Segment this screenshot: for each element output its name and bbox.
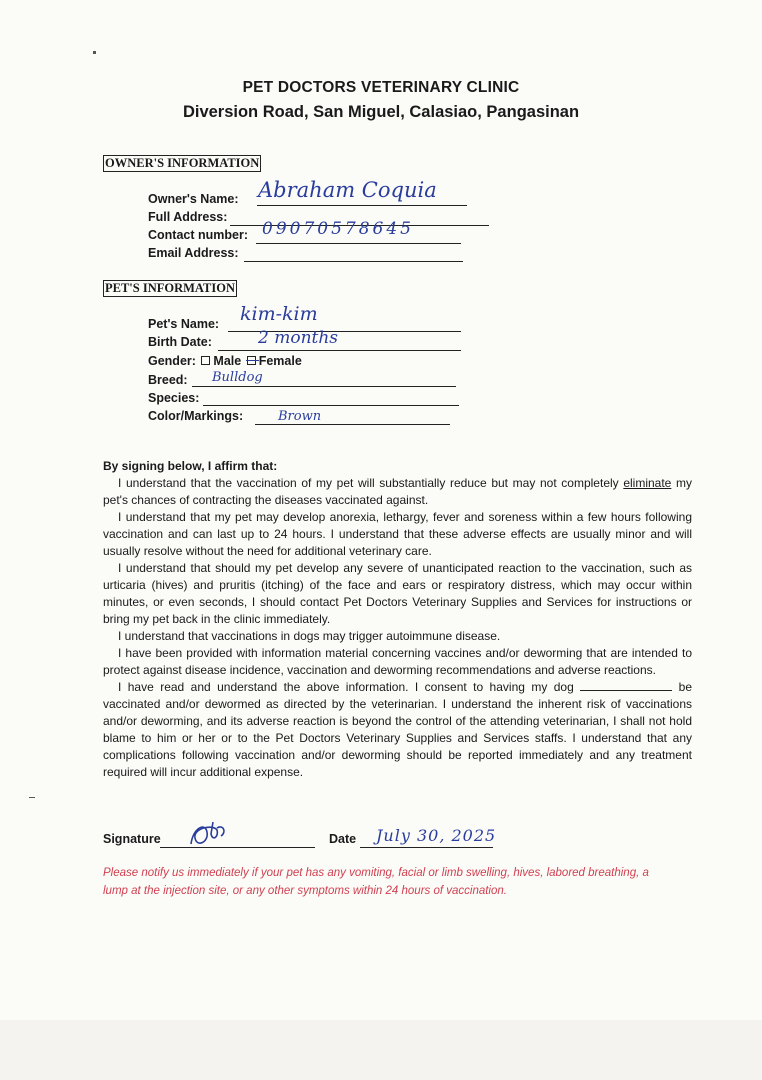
color-markings-label: Color/Markings: bbox=[148, 409, 244, 423]
consent-lead: By signing below, I affirm that: bbox=[103, 459, 278, 473]
signature-scribble bbox=[183, 818, 233, 852]
consent-text bbox=[103, 458, 692, 781]
full-address-label: Full Address: bbox=[148, 210, 228, 224]
birth-date-value[interactable]: 2 months bbox=[258, 328, 339, 348]
date-value[interactable]: July 30, 2025 bbox=[376, 826, 497, 845]
contact-number-value[interactable]: 09070578645 bbox=[262, 219, 414, 239]
consent-paragraph-4: I understand that vaccinations in dogs may trigger autoimmune disease. bbox=[118, 629, 501, 643]
species-label: Species: bbox=[148, 391, 200, 405]
breed-value[interactable]: Bulldog bbox=[212, 370, 263, 385]
consent-paragraph-1: I understand that the vaccination of my pet will substantially reduce but may not completely eliminate my pet's chances of contracting the diseases vaccinated against. bbox=[103, 476, 692, 507]
male-option-label: Male bbox=[213, 354, 242, 368]
gender-row bbox=[148, 354, 302, 368]
consent-paragraph-2: I understand that my pet may develop anorexia, lethargy, fever and soreness within a few hours following vaccination and can last up to 24 hours. I understand that these adverse effects are usually minor and will usually resolve without the need for additional veterinary care. bbox=[103, 510, 692, 558]
consent-paragraph-3: I understand that should my pet develop any severe of unanticipated reaction to the vaccination, such as urticaria (hives) and pruritis (itching) of the face and ears or respiratory distress, which may occur within minutes, or even seconds, I should contact Pet Doctors Veterinary Supplies and Services for instructions or bring my pet back in the clinic immediately. bbox=[103, 561, 692, 626]
species-line[interactable] bbox=[203, 390, 459, 406]
male-checkbox[interactable] bbox=[201, 356, 210, 365]
signature-label: Signature bbox=[103, 832, 161, 846]
email-address-label: Email Address: bbox=[148, 246, 239, 260]
pet-section-title: PET'S INFORMATION bbox=[105, 281, 235, 295]
female-checkbox[interactable] bbox=[247, 356, 256, 365]
color-markings-value[interactable]: Brown bbox=[278, 409, 322, 424]
pet-name-value[interactable]: kim-kim bbox=[240, 303, 318, 325]
birth-date-line bbox=[218, 335, 461, 351]
breed-label: Breed: bbox=[148, 373, 188, 387]
clinic-address: Diversion Road, San Miguel, Calasiao, Pangasinan bbox=[182, 103, 580, 121]
consent-paragraph-6: I have read and understand the above information. I consent to having my dog be vaccinated and/or dewormed as directed by the veterinarian. I understand the inherent risk of vaccinations and/or deworming, and its adverse reaction is beyond the control of the attending veterinarian, I shall not hold blame to him or her or to the Pet Doctors Veterinary Supplies and Services staffs. I understand that any complications following vaccination and/or deworming should be reported immediately and any treatment required will incur additional expense. bbox=[103, 680, 692, 779]
female-option-label: Female bbox=[258, 354, 302, 368]
owner-name-value[interactable]: Abraham Coquia bbox=[258, 178, 437, 202]
contact-number-label: Contact number: bbox=[148, 228, 248, 242]
female-check-mark bbox=[246, 360, 259, 361]
owner-section-title: OWNER'S INFORMATION bbox=[105, 156, 260, 170]
email-address-line[interactable] bbox=[244, 246, 463, 262]
scan-speck bbox=[29, 797, 35, 798]
clinic-name: PET DOCTORS VETERINARY CLINIC bbox=[242, 79, 520, 96]
consent-paragraph-5: I have been provided with information material concerning vaccines and/or deworming that are intended to protect against disease incidence, vaccination and deworming recommendations and adverse reactions. bbox=[103, 646, 692, 677]
owner-name-label: Owner's Name: bbox=[148, 192, 239, 206]
scan-speck bbox=[93, 51, 96, 54]
date-label: Date bbox=[329, 832, 357, 846]
gender-label: Gender: bbox=[148, 354, 196, 368]
pet-name-label: Pet's Name: bbox=[148, 317, 220, 331]
birth-date-label: Birth Date: bbox=[148, 335, 212, 349]
aftercare-notice: Please notify us immediately if your pet has any vomiting, facial or limb swelling, hives, labored breathing, a lump at the injection site, or any other symptoms within 24 hours of vaccination. bbox=[103, 867, 649, 897]
dog-name-blank[interactable] bbox=[580, 679, 672, 691]
